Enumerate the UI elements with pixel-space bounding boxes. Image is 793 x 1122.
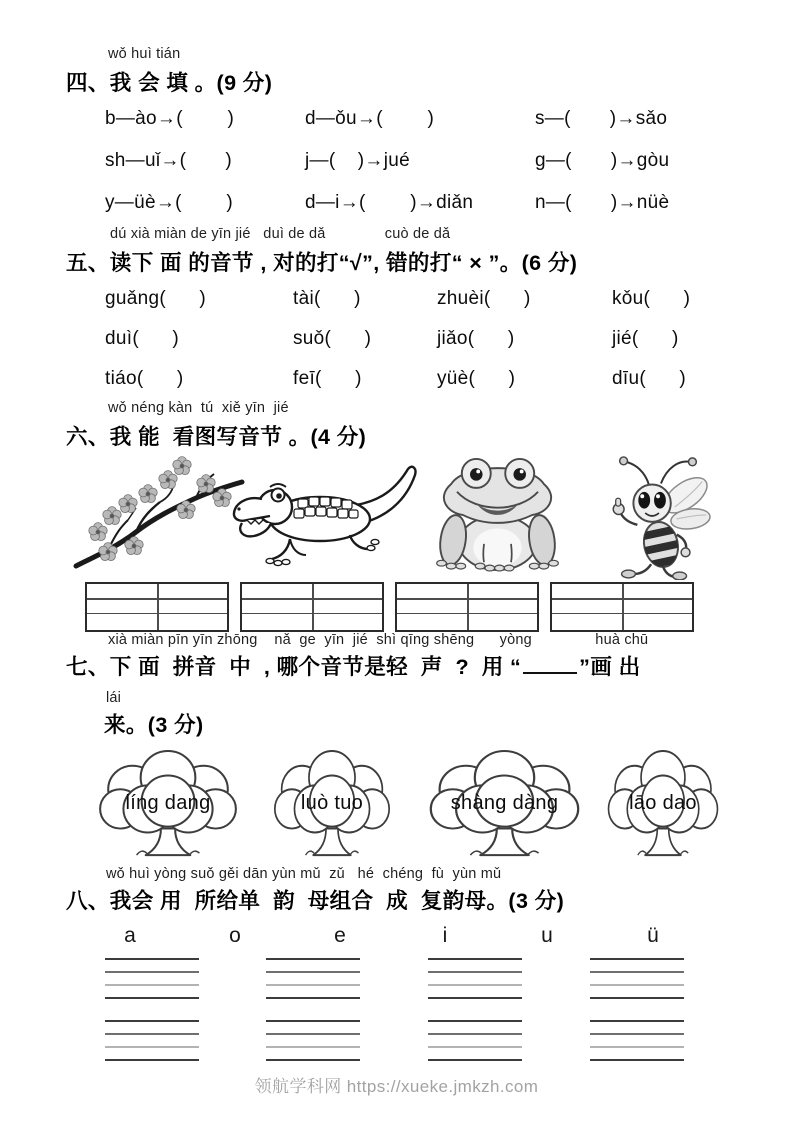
tree-word-1 <box>92 750 244 860</box>
check-item: jiǎo( ) <box>437 328 515 349</box>
section-7-title-after: ”画 出 <box>579 655 641 679</box>
fill-item: s—( )→sǎo <box>535 108 668 129</box>
pinyin-answer-grid <box>395 582 539 632</box>
section-6-pinyin: wǒ néng kàn tú xiě yīn jié <box>108 400 289 416</box>
fill-item: sh—uǐ→( ) <box>105 150 232 171</box>
pinyin-answer-grid <box>550 582 694 632</box>
vowel-letter: u <box>541 924 553 947</box>
section-8-title: 八、我会 用 所给单 韵 母组合 成 复韵母。(3 分) <box>66 889 565 913</box>
section-5-pinyin: dú xià miàn de yīn jié duì de dǎ cuò de dǎ <box>110 226 451 242</box>
fill-item: j—( )→jué <box>305 150 410 171</box>
four-line-writing-grid <box>266 1020 360 1063</box>
tree-word-label: shàng dàng <box>450 791 559 814</box>
section-5-title: 五、读下 面 的音节 , 对的打“√”, 错的打“ × ”。(6 分) <box>66 251 578 275</box>
fill-item: y—üè→( ) <box>105 192 234 213</box>
check-item: zhuèi( ) <box>437 288 531 309</box>
fill-item: d—i→( )→diǎn <box>305 192 474 213</box>
vowel-letter: ü <box>647 924 659 947</box>
vowel-letter: a <box>124 924 136 947</box>
four-line-writing-grid <box>105 1020 199 1063</box>
pinyin-answer-grid <box>85 582 229 632</box>
section-6-title: 六、我 能 看图写音节 。(4 分) <box>66 425 367 449</box>
bee-image <box>598 446 718 580</box>
tree-word-label: líng dang <box>125 791 211 814</box>
frog-image <box>428 450 568 576</box>
fill-item: d—ǒu→( ) <box>305 108 435 129</box>
four-line-writing-grid <box>428 1020 522 1063</box>
fill-item: b—ào→( ) <box>105 108 235 129</box>
vowel-letter: o <box>229 924 241 947</box>
four-line-writing-grid <box>105 958 199 1001</box>
check-item: guǎng( ) <box>105 288 207 309</box>
tree-word-2 <box>268 750 396 860</box>
underline-blank <box>523 668 577 674</box>
section-7-pinyin-line2: lái <box>106 690 122 706</box>
crocodile-image <box>228 463 423 575</box>
tree-word-label: luò tuo <box>300 791 364 814</box>
vowel-letter: e <box>334 924 346 947</box>
four-line-writing-grid <box>590 1020 684 1063</box>
section-7-pinyin: xià miàn pīn yīn zhōng nǎ ge yīn jié shì qīng shēng yòng huà chū <box>108 632 649 648</box>
tree-word-label: lāo dao <box>629 791 697 814</box>
four-line-writing-grid <box>428 958 522 1001</box>
check-item: dīu( ) <box>612 368 687 389</box>
tree-word-4 <box>602 750 724 860</box>
fill-item: g—( )→gòu <box>535 150 670 171</box>
check-item: jié( ) <box>612 328 679 349</box>
check-item: yüè( ) <box>437 368 516 389</box>
plum-blossom-image <box>70 453 250 575</box>
four-line-writing-grid <box>266 958 360 1001</box>
check-item: duì( ) <box>105 328 180 349</box>
section-7-title <box>66 650 641 681</box>
check-item: tài( ) <box>293 288 361 309</box>
pinyin-answer-grid <box>240 582 384 632</box>
tree-word-3 <box>422 750 587 860</box>
section-7-title-line2: 来。(3 分) <box>104 713 204 737</box>
fill-item: n—( )→nüè <box>535 192 670 213</box>
check-item: tiáo( ) <box>105 368 184 389</box>
four-line-writing-grid <box>590 958 684 1001</box>
check-item: suǒ( ) <box>293 328 372 349</box>
section-4-pinyin: wǒ huì tián <box>108 46 181 62</box>
watermark: 领航学科网 https://xueke.jmkzh.com <box>254 1077 539 1096</box>
check-item: feī( ) <box>293 368 362 389</box>
check-item: kǒu( ) <box>612 288 691 309</box>
section-8-pinyin: wǒ huì yòng suǒ gěi dān yùn mǔ zǔ hé chéng fù yùn mǔ <box>106 866 502 882</box>
vowel-letter: i <box>442 924 448 947</box>
section-7-title-before: 七、下 面 拼音 中 , 哪个音节是轻 声 ? 用 “ <box>66 655 522 679</box>
section-4-title: 四、我 会 填 。(9 分) <box>66 71 273 95</box>
